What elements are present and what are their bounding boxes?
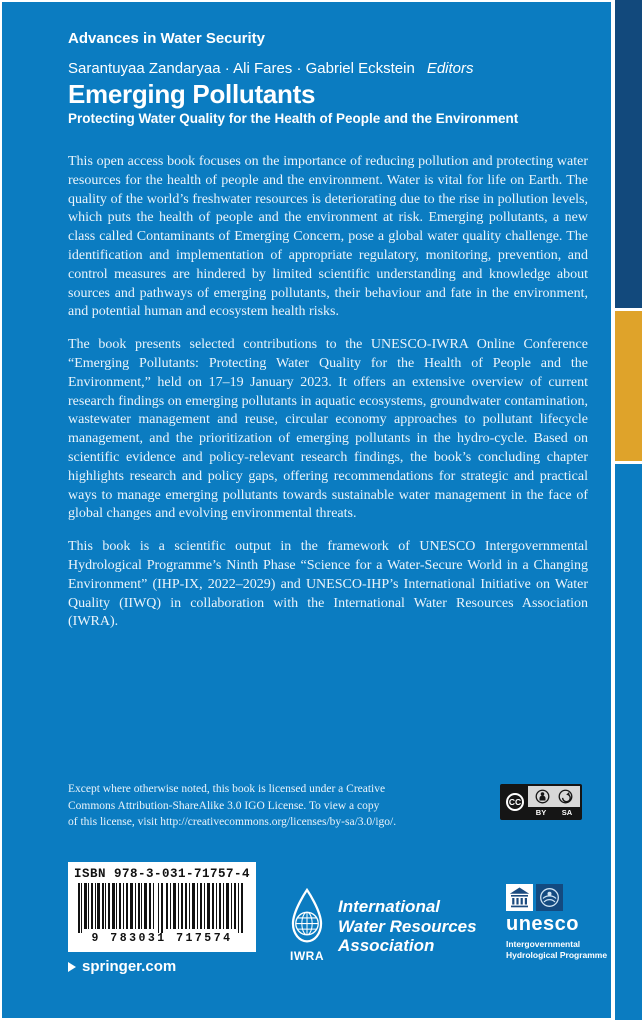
unesco-wordmark: unesco (506, 913, 580, 935)
cc-by-sa-badge (500, 784, 582, 820)
book-subtitle: Protecting Water Quality for the Health of People and the Environment (68, 111, 519, 126)
license-line-3: of this license, visit http://creativecommons.org/licenses/by-sa/3.0/igo/. (68, 816, 397, 828)
isbn-block (68, 862, 256, 952)
description-paragraph-3: This book is a scientific output in the framework of UNESCO Intergovernmental Hydrological Programme’s Ninth Phase “Science for a Water-Secure World in a Changing Environment” (IHP-IX, 2022–2029) and UNESCO-IHP’s International Initiative on Water Quality (IIWQ) in collaboration with the International Water Resources Association (IWRA). (68, 539, 588, 630)
fore-edge-blue-segment (615, 464, 642, 1020)
unesco-programme-name (506, 939, 616, 960)
springer-arrow-icon (68, 962, 76, 972)
back-cover (2, 2, 611, 1018)
iwra-abbr-label: IWRA (290, 949, 324, 963)
cc-by-label: BY (535, 808, 547, 817)
iwra-name-line-3: Association (338, 936, 435, 955)
book-title: Emerging Pollutants (68, 79, 316, 109)
ean-digits: 9 783031 717574 (91, 932, 233, 945)
book-fore-edge (615, 0, 642, 1020)
iwra-name (338, 888, 477, 963)
fore-edge-orange-segment (615, 311, 642, 461)
springer-site-label: springer.com (82, 958, 177, 975)
unesco-ihp-logo (506, 884, 616, 960)
authors-line (68, 60, 474, 77)
iwra-waterdrop-globe-icon (285, 888, 329, 946)
iwra-logo (285, 888, 477, 963)
cc-sa-arrow-icon (558, 789, 573, 804)
isbn-number: ISBN 978-3-031-71757-4 (73, 867, 251, 881)
editors-label: Editors (426, 60, 474, 77)
ihp-water-emblem-icon (536, 884, 563, 911)
unesco-temple-icon (506, 884, 533, 911)
description-paragraph-1: This open access book focuses on the importance of reducing pollution and protecting water resources for the health of people and the environment. Water is vital for life on Earth. The quality of the world’s freshwater resources is deteriorating due to the rise in pollution levels, which puts the health of people and the environment at risk. Emerging pollutants, a new class called Contaminants of Emerging Concern, pose a global water quality challenge. The identification and implementation of appropriate regulatory, monitoring, prevention, and control measures are hindered by limited scientific understanding and knowledge about sources and pathways of emerging pollutants, their behaviour and fate in the environment, and potential human and ecosystem health risks. (68, 154, 588, 320)
back-cover-description (68, 153, 588, 646)
fore-edge-navy-segment (615, 0, 642, 308)
cc-sa-label: SA (561, 808, 573, 817)
barcode (78, 883, 246, 933)
series-title: Advances in Water Security (68, 30, 266, 47)
license-line-2: Commons Attribution-ShareAlike 3.0 IGO License. To view a copy (68, 799, 380, 812)
license-note (68, 781, 396, 831)
springer-link-row (68, 958, 176, 975)
unesco-programme-line-1: Intergovernmental (506, 939, 581, 949)
author-names: Sarantuyaa Zandaryaa · Ali Fares · Gabriel Eckstein (68, 60, 415, 77)
iwra-name-line-1: International (338, 897, 441, 916)
cc-by-person-icon (535, 789, 550, 804)
license-line-1: Except where otherwise noted, this book is licensed under a Creative (68, 783, 386, 795)
description-paragraph-2: The book presents selected contributions to the UNESCO-IWRA Online Conference “Emerging Pollutants: Protecting Water Quality for the Health of People and the Environment,” held on 17–19 January 2023. It offers an extensive overview of current research findings on emerging pollutants in aquatic ecosystems, groundwater contamination, wastewater management and reuse, circular economy approaches to pollutant lifecycle management, and the prioritization of emerging pollutants in the hydro-cycle. Based on scientific evidence and policy-relevant research findings, the book’s concluding chapter highlights research and policy gaps, offering recommendations for strategic and practical ways to manage emerging pollutants towards sustainable water management in the face of global changes and evolving environmental threats. (68, 337, 588, 522)
unesco-programme-line-2: Hydrological Programme (506, 949, 608, 960)
iwra-name-line-2: Water Resources (338, 916, 477, 936)
cc-logo-icon: CC (502, 786, 528, 818)
